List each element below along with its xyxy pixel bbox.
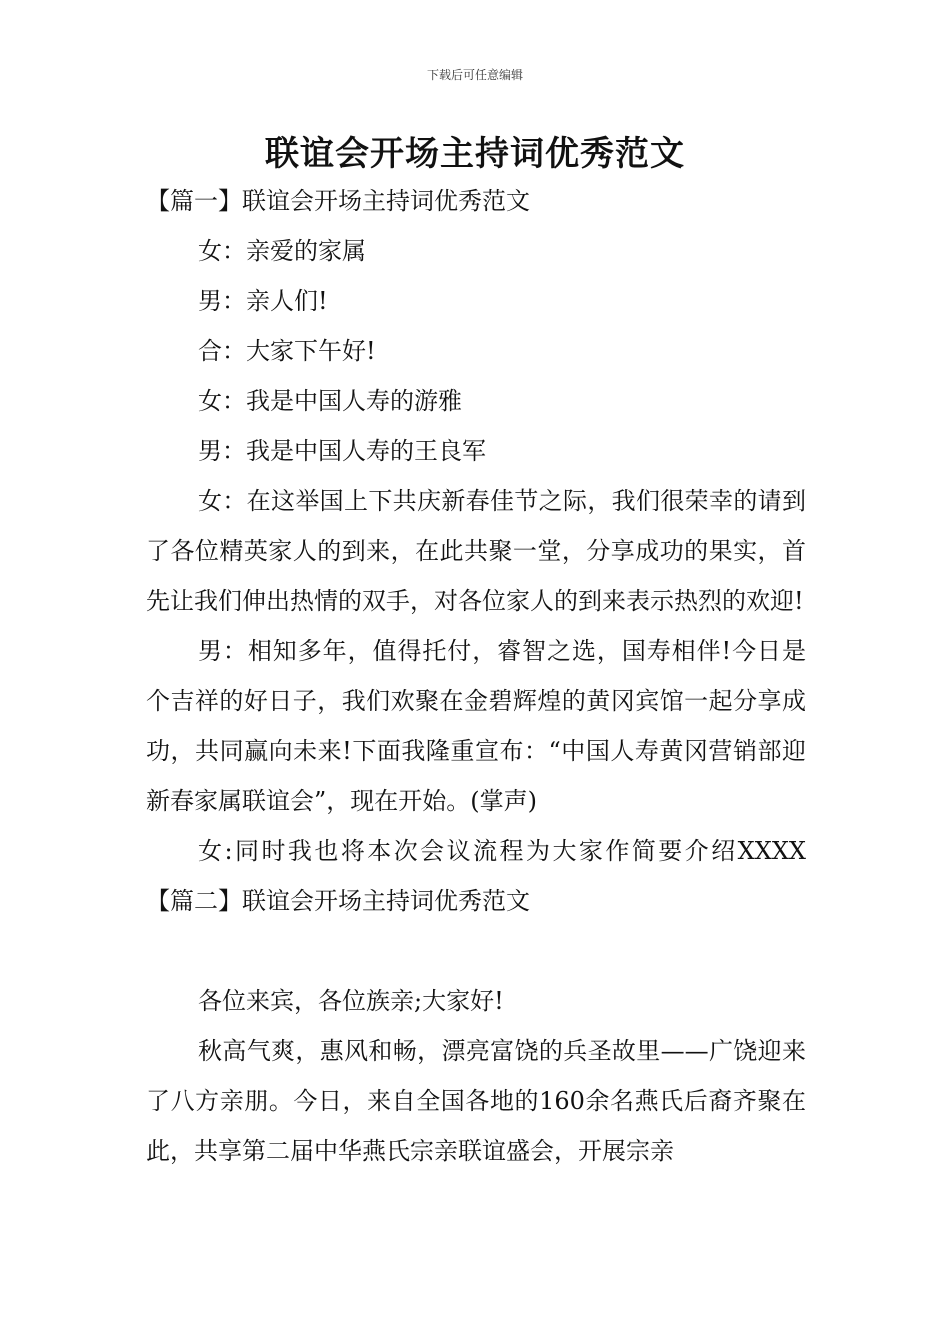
paragraph: 男：相知多年，值得托付，睿智之选，国寿相伴!今日是个吉祥的好日子，我们欢聚在金碧辉煌的黄冈宾馆一起分享成功，共同赢向未来!下面我隆重宣布：“中国人寿黄冈营销部迎新春家属联谊会”，现在开始。(掌声): [146, 637, 806, 815]
dialogue-line: 男：亲人们!: [198, 287, 328, 315]
document-title: 联谊会开场主持词优秀范文: [265, 134, 685, 174]
section-heading-1: 【篇一】联谊会开场主持词优秀范文: [146, 187, 530, 215]
document-body: [146, 176, 806, 1176]
paragraph: 秋高气爽，惠风和畅，漂亮富饶的兵圣故里——广饶迎来了八方亲朋。今日，来自全国各地的160余名燕氏后裔齐聚在此，共享第二届中华燕氏宗亲联谊盛会，开展宗亲: [146, 1037, 806, 1165]
dialogue-line: 女：亲爱的家属: [198, 237, 366, 265]
paragraph: 女：在这举国上下共庆新春佳节之际，我们很荣幸的请到了各位精英家人的到来，在此共聚一堂，分享成功的果实，首先让我们伸出热情的双手，对各位家人的到来表示热烈的欢迎!: [146, 487, 806, 615]
section-heading-2: 【篇二】联谊会开场主持词优秀范文: [146, 887, 530, 915]
greeting-line: 各位来宾，各位族亲;大家好!: [198, 987, 504, 1015]
blank-line: [146, 926, 806, 976]
dialogue-line: 合：大家下午好!: [198, 337, 376, 365]
paragraph: 女:同时我也将本次会议流程为大家作简要介绍XXXX: [198, 837, 806, 865]
header-note: 下载后可任意编辑: [426, 68, 523, 82]
dialogue-line: 男：我是中国人寿的王良军: [198, 437, 486, 465]
dialogue-line: 女：我是中国人寿的游雅: [198, 387, 462, 415]
